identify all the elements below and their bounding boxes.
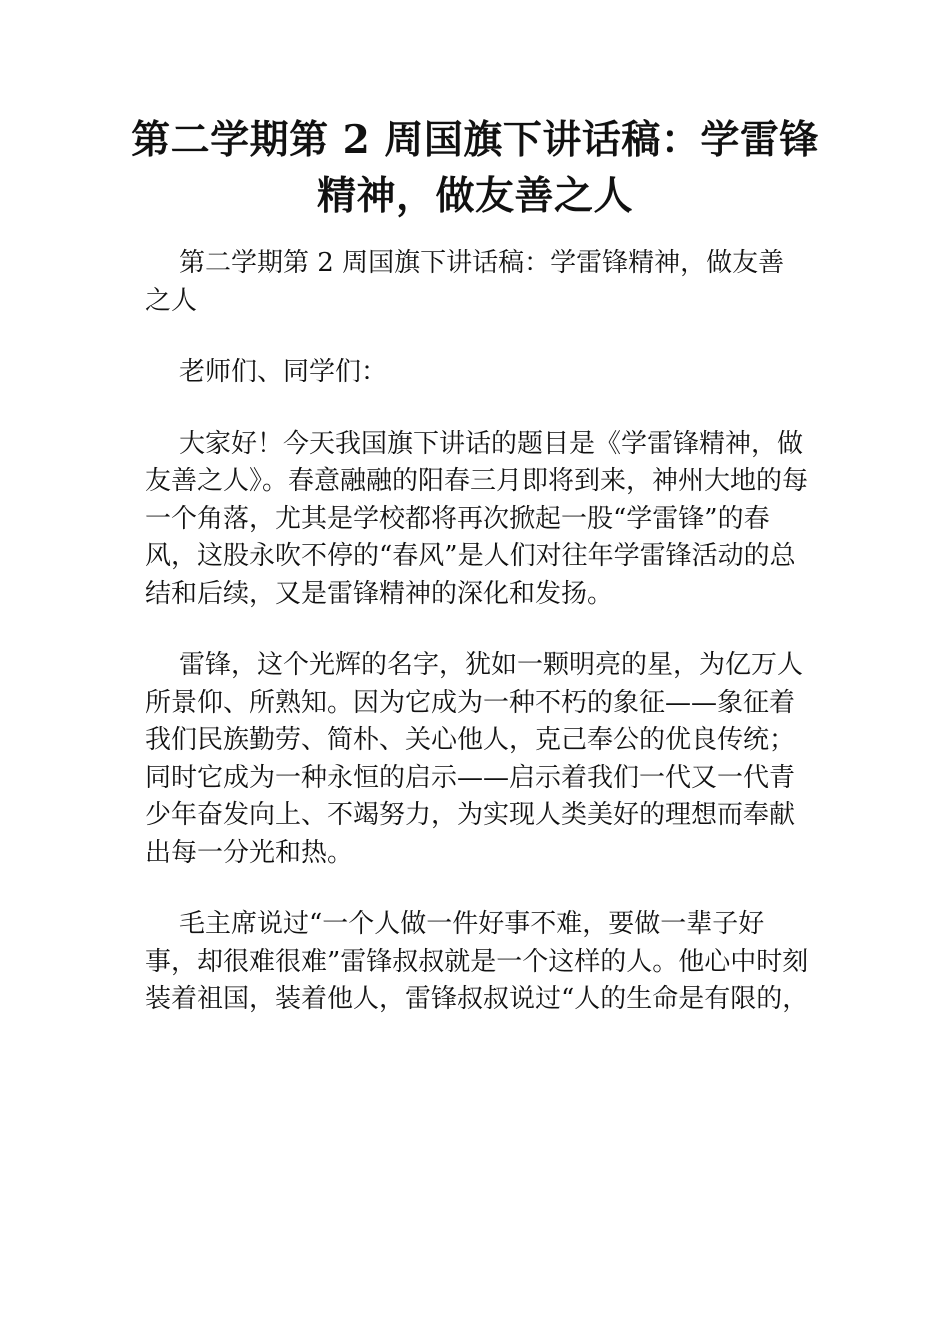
paragraph-chairman-quote: 毛主席说过“一个人做一件好事不难，要做一辈子好事，却很难很难”雷锋叔叔就是一个这样的人。他心中时刻装着祖国，装着他人，雷锋叔叔说过“人的生命是有限的， — [145, 909, 809, 1014]
paragraph-leifeng-name: 雷锋，这个光辉的名字，犹如一颗明亮的星，为亿万人所景仰、所熟知。因为它成为一种不朽的象征——象征着我们民族勤劳、简朴、关心他人，克己奉公的优良传统；同时它成为一种永恒的启示——启示着我们一代又一代青少年奋发向上、不竭努力，为实现人类美好的理想而奉献出每一分光和热。 — [145, 650, 804, 868]
document-title-line-2: 精神，做友善之人 — [316, 173, 633, 219]
paragraph-subtitle: 第二学期第 2 周国旗下讲话稿：学雷锋精神，做友善之人 — [145, 248, 785, 316]
paragraph-greeting: 大家好！今天我国旗下讲话的题目是《学雷锋精神，做友善之人》。春意融融的阳春三月即将到来，神州大地的每一个角落，尤其是学校都将再次掀起一股“学雷锋”的春风，这股永吹不停的“春风”是人们对往年学雷锋活动的总结和后续，又是雷锋精神的深化和发扬。 — [145, 428, 809, 609]
paragraph-salutation: 老师们、同学们： — [179, 357, 388, 387]
document-title — [120, 112, 830, 224]
document-title-line-1: 第二学期第 2 周国旗下讲话稿：学雷锋 — [131, 117, 819, 163]
document-body — [145, 245, 810, 1053]
